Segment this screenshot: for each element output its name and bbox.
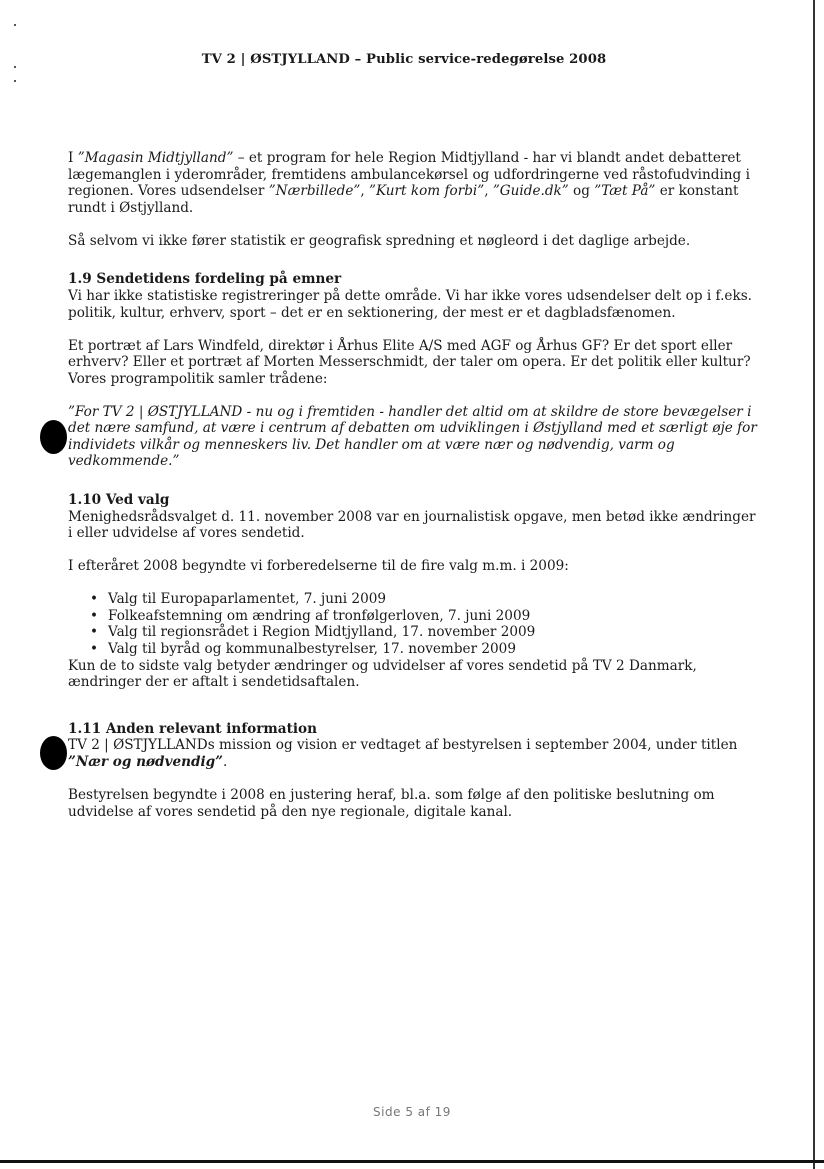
page-header: TV 2 | ØSTJYLLAND – Public service-redegørelse 2008	[201, 52, 607, 67]
program-title: ”Kurt kom forbi”	[369, 183, 485, 200]
program-title: ”Tæt På”	[594, 183, 656, 200]
program-title: ”Guide.dk”	[492, 183, 569, 200]
bullet: •	[90, 607, 99, 624]
list-item: • Folkeafstemning om ændring af tronfølgerloven, 7. juni 2009	[90, 607, 531, 624]
intro-paragraph: Så selvom vi ikke fører statistik er geografisk spredning et nøgleord i det daglige arbejde.	[68, 232, 691, 249]
policy-quote: ”For TV 2 | ØSTJYLLAND - nu og i fremtiden - handler det altid om at skildre de store bevægelser i det nære samfund, at være i centrum af debatten om udviklingen i Østjylland med et særligt øje for individets vilkår og menneskers liv. Det handler om at være nær og nødvendig, varm og vedkommende.”	[68, 403, 757, 470]
bullet: •	[90, 641, 99, 658]
scan-speck	[14, 24, 16, 26]
section-heading: 1.9 Sendetidens fordeling på emner	[68, 271, 342, 288]
list-item: • Valg til Europaparlamentet, 7. juni 2009	[90, 591, 387, 608]
program-title: ”Nærbillede”	[268, 183, 361, 200]
mission-title: ”Nær og nødvendig”	[68, 753, 223, 770]
body-paragraph: Vi har ikke statistiske registreringer på dette område. Vi har ikke vores udsendelser delt op i f.eks. politik, kultur, erhverv, sport – det er en sektionering, der mest er et dagbladsfænomen.	[68, 287, 752, 321]
intro-paragraph: I ”Magasin Midtjylland” – et program for hele Region Midtjylland - har vi blandt andet debatteret lægemanglen i yderområder, fremtidens ambulancekørsel og udfordringerne ved råstofudvinding i regionen. Vores udsendelser ”Nærbillede”, ”Kurt kom forbi”, ”Guide.dk” og ”Tæt På” er konstant rundt i Østjylland.	[68, 150, 750, 216]
list-item: • Valg til byråd og kommunalbestyrelser, 17. november 2009	[90, 641, 516, 658]
section-heading: 1.10 Ved valg	[68, 492, 170, 509]
list-item: • Valg til regionsrådet i Region Midtjylland, 17. november 2009	[90, 624, 536, 641]
body-paragraph: TV 2 | ØSTJYLLANDs mission og vision er vedtaget af bestyrelsen i september 2004, under titlen ”Nær og nødvendig”.	[68, 737, 738, 770]
scan-speck	[14, 80, 16, 82]
body-paragraph: Bestyrelsen begyndte i 2008 en justering heraf, bl.a. som følge af den politiske beslutning om udvidelse af vores sendetid på den nye regionale, digitale kanal.	[68, 786, 715, 820]
document-body	[68, 150, 758, 820]
program-title: ”Magasin Midtjylland”	[77, 150, 234, 166]
scan-bottom-line	[0, 1160, 824, 1163]
bullet: •	[90, 591, 99, 608]
punch-hole	[40, 736, 67, 770]
body-paragraph: I efteråret 2008 begyndte vi forberedelserne til de fire valg m.m. i 2009:	[68, 558, 569, 575]
punch-hole	[40, 420, 67, 454]
body-paragraph: Menighedsrådsvalget d. 11. november 2008 var en journalistisk opgave, men betød ikke ændringer i eller udvidelse af vores sendetid.	[68, 508, 756, 542]
body-paragraph: Kun de to sidste valg betyder ændringer og udvidelser af vores sendetid på TV 2 Danmark, ændringer der er aftalt i sendetidsaftalen.	[68, 657, 697, 691]
scan-edge-line	[813, 0, 815, 1169]
body-paragraph: Et portræt af Lars Windfeld, direktør i Århus Elite A/S med AGF og Århus GF? Er det sport eller erhverv? Eller et portræt af Morten Messerschmidt, der taler om opera. Er det politik eller kultur? Vores programpolitik samler trådene:	[68, 337, 751, 387]
election-list	[68, 591, 758, 657]
page-number: Side 5 af 19	[373, 1105, 451, 1119]
section-heading: 1.11 Anden relevant information	[68, 720, 317, 737]
bullet: •	[90, 624, 99, 641]
